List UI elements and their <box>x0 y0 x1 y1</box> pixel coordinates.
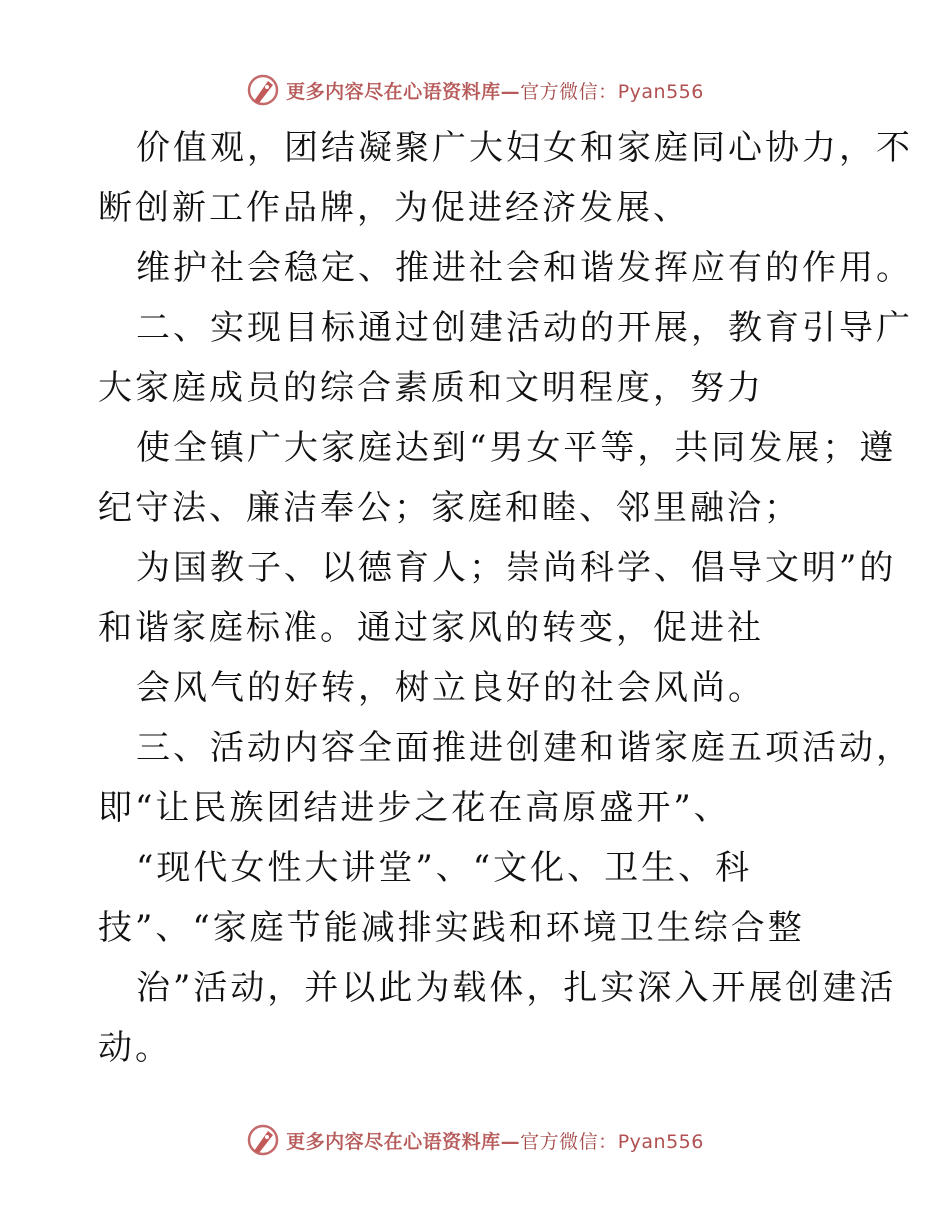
body-line: 断创新工作品牌，为促进经济发展、 <box>98 188 690 228</box>
body-line: 二、实现目标通过创建活动的开展，教育引导广 <box>136 308 913 348</box>
body-line: 和谐家庭标准。通过家风的转变，促进社 <box>98 608 764 648</box>
pen-nib-logo-icon <box>246 1123 280 1157</box>
body-line: 使全镇广大家庭达到“男女平等，共同发展；遵 <box>136 428 897 468</box>
watermark-sep: — <box>500 1130 521 1153</box>
watermark-wechat-id: Pyan556 <box>617 1130 704 1153</box>
watermark-wechat-id: Pyan556 <box>617 80 704 103</box>
document-body <box>98 118 913 1078</box>
body-line: “现代女性大讲堂”、“文化、卫生、科 <box>136 848 753 888</box>
body-line: 为国教子、以德育人；崇尚科学、倡导文明”的 <box>136 548 897 588</box>
pen-nib-logo-icon <box>246 73 280 107</box>
body-line: 即“让民族团结进步之花在高原盛开”、 <box>98 788 731 828</box>
body-line: 大家庭成员的综合素质和文明程度，努力 <box>98 368 764 408</box>
body-line: 动。 <box>98 1028 172 1068</box>
footer-watermark-banner <box>0 1120 950 1160</box>
body-line: 纪守法、廉洁奉公；家庭和睦、邻里融洽； <box>98 488 801 528</box>
body-line: 三、活动内容全面推进创建和谐家庭五项活动， <box>136 728 913 768</box>
watermark-text <box>286 1127 704 1154</box>
watermark-main: 更多内容尽在心语资料库 <box>286 1130 501 1153</box>
watermark-sep: — <box>500 80 521 103</box>
body-line: 技”、“家庭节能减排实践和环境卫生综合整 <box>98 908 805 948</box>
header-watermark-banner <box>0 70 950 110</box>
watermark-main: 更多内容尽在心语资料库 <box>286 80 501 103</box>
watermark-text <box>286 77 704 104</box>
body-line: 维护社会稳定、推进社会和谐发挥应有的作用。 <box>136 248 913 288</box>
body-line: 价值观，团结凝聚广大妇女和家庭同心协力，不 <box>136 128 913 168</box>
body-line: 治”活动，并以此为载体，扎实深入开展创建活 <box>136 968 897 1008</box>
watermark-wechat-label: 官方微信： <box>520 80 618 103</box>
watermark-wechat-label: 官方微信： <box>520 1130 618 1153</box>
body-line: 会风气的好转，树立良好的社会风尚。 <box>136 668 765 708</box>
